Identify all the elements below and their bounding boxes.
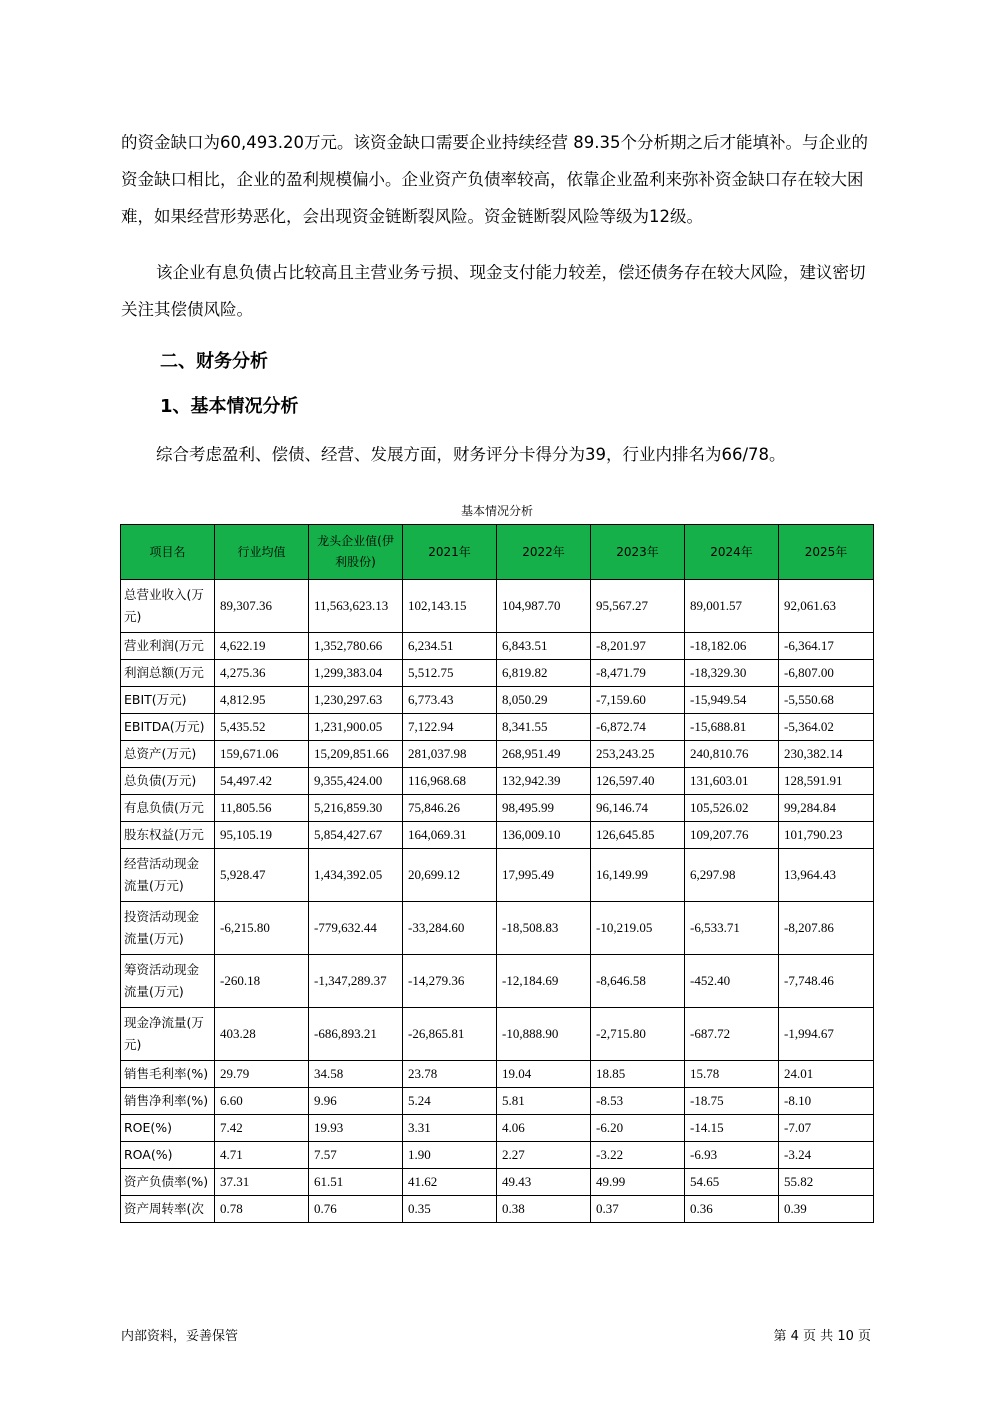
- table-cell: 5.81: [497, 1088, 591, 1115]
- table-cell: -6.20: [591, 1115, 685, 1142]
- footer-page-number: 第 4 页 共 10 页: [773, 1329, 871, 1344]
- table-row: [121, 660, 874, 687]
- table-cell: 5,216,859.30: [309, 795, 403, 822]
- table-cell: 7.42: [215, 1115, 309, 1142]
- table-cell: -6.93: [685, 1142, 779, 1169]
- table-cell: 126,597.40: [591, 768, 685, 795]
- table-row: [121, 580, 874, 633]
- table-cell: 41.62: [403, 1169, 497, 1196]
- column-header: 2021年: [403, 525, 497, 580]
- column-header: 2023年: [591, 525, 685, 580]
- table-cell: -686,893.21: [309, 1008, 403, 1061]
- table-cell: 19.04: [497, 1061, 591, 1088]
- table-cell: -18,182.06: [685, 633, 779, 660]
- table-cell: -7,159.60: [591, 687, 685, 714]
- table-cell: -14,279.36: [403, 955, 497, 1008]
- table-cell: -6,807.00: [779, 660, 874, 687]
- table-cell: 6.60: [215, 1088, 309, 1115]
- paragraph-debt-risk: 该企业有息负债占比较高且主营业务亏损、现金支付能力较差，偿还债务存在较大风险，建议密切关注其偿债风险。: [121, 263, 866, 319]
- table-cell: 240,810.76: [685, 741, 779, 768]
- table-cell: 281,037.98: [403, 741, 497, 768]
- row-label: 总营业收入(万元): [121, 580, 215, 633]
- table-row: [121, 1088, 874, 1115]
- table-cell: 13,964.43: [779, 849, 874, 902]
- column-header: 龙头企业值(伊利股份): [309, 525, 403, 580]
- table-cell: -3.24: [779, 1142, 874, 1169]
- table-cell: 4.71: [215, 1142, 309, 1169]
- row-label: EBITDA(万元): [121, 714, 215, 741]
- row-label: EBIT(万元): [121, 687, 215, 714]
- table-cell: -18,508.83: [497, 902, 591, 955]
- table-cell: 6,819.82: [497, 660, 591, 687]
- row-label: 销售毛利率(%): [121, 1061, 215, 1088]
- table-cell: -6,215.80: [215, 902, 309, 955]
- table-cell: 99,284.84: [779, 795, 874, 822]
- table-cell: 16,149.99: [591, 849, 685, 902]
- table-row: [121, 1061, 874, 1088]
- table-body: [121, 580, 874, 1223]
- column-header: 行业均值: [215, 525, 309, 580]
- table-cell: -8,201.97: [591, 633, 685, 660]
- table-cell: 5,512.75: [403, 660, 497, 687]
- table-cell: -5,364.02: [779, 714, 874, 741]
- table-row: [121, 687, 874, 714]
- table-cell: 6,297.98: [685, 849, 779, 902]
- table-cell: -8,471.79: [591, 660, 685, 687]
- table-cell: 136,009.10: [497, 822, 591, 849]
- table-cell: -8.10: [779, 1088, 874, 1115]
- table-cell: 0.38: [497, 1196, 591, 1223]
- table-cell: -6,872.74: [591, 714, 685, 741]
- row-label: 总负债(万元): [121, 768, 215, 795]
- table-cell: 89,307.36: [215, 580, 309, 633]
- table-cell: 17,995.49: [497, 849, 591, 902]
- table-header-row: [121, 525, 874, 580]
- table-row: [121, 741, 874, 768]
- row-label: 投资活动现金流量(万元): [121, 902, 215, 955]
- table-cell: 4,275.36: [215, 660, 309, 687]
- row-label: 资产周转率(次: [121, 1196, 215, 1223]
- subsection-heading: 1、基本情况分析: [160, 396, 299, 417]
- table-cell: 0.78: [215, 1196, 309, 1223]
- row-label: ROA(%): [121, 1142, 215, 1169]
- table-cell: 89,001.57: [685, 580, 779, 633]
- table-cell: -5,550.68: [779, 687, 874, 714]
- table-cell: 49.99: [591, 1169, 685, 1196]
- row-label: 有息负债(万元: [121, 795, 215, 822]
- row-label: 营业利润(万元: [121, 633, 215, 660]
- table-cell: 92,061.63: [779, 580, 874, 633]
- table-cell: 104,987.70: [497, 580, 591, 633]
- table-cell: 7,122.94: [403, 714, 497, 741]
- table-cell: -8,207.86: [779, 902, 874, 955]
- table-cell: -15,949.54: [685, 687, 779, 714]
- table-cell: 23.78: [403, 1061, 497, 1088]
- table-cell: -2,715.80: [591, 1008, 685, 1061]
- table-cell: 8,341.55: [497, 714, 591, 741]
- table-row: [121, 1115, 874, 1142]
- table-cell: 5.24: [403, 1088, 497, 1115]
- table-cell: 6,773.43: [403, 687, 497, 714]
- row-label: 现金净流量(万元): [121, 1008, 215, 1061]
- table-cell: 0.76: [309, 1196, 403, 1223]
- table-cell: 20,699.12: [403, 849, 497, 902]
- table-row: [121, 768, 874, 795]
- table-cell: -15,688.81: [685, 714, 779, 741]
- table-row: [121, 714, 874, 741]
- table-cell: -12,184.69: [497, 955, 591, 1008]
- row-label: 资产负债率(%): [121, 1169, 215, 1196]
- footer-confidential: 内部资料，妥善保管: [121, 1329, 239, 1344]
- table-cell: 1.90: [403, 1142, 497, 1169]
- row-label: 销售净利率(%): [121, 1088, 215, 1115]
- table-row: [121, 1169, 874, 1196]
- table-cell: -687.72: [685, 1008, 779, 1061]
- table-cell: 116,968.68: [403, 768, 497, 795]
- table-cell: 3.31: [403, 1115, 497, 1142]
- basic-analysis-table: [120, 524, 874, 1223]
- table-cell: 98,495.99: [497, 795, 591, 822]
- table-cell: 1,352,780.66: [309, 633, 403, 660]
- table-caption: 基本情况分析: [460, 504, 533, 518]
- table-cell: -260.18: [215, 955, 309, 1008]
- table-cell: 4.06: [497, 1115, 591, 1142]
- table-row: [121, 1142, 874, 1169]
- table-row: [121, 849, 874, 902]
- paragraph-funding-gap: 的资金缺口为60,493.20万元。该资金缺口需要企业持续经营 89.35个分析期之后才能填补。与企业的资金缺口相比，企业的盈利规模偏小。企业资产负债率较高，依靠企业盈利来弥补资金缺口存在较大困难，如果经营形势恶化，会出现资金链断裂风险。资金链断裂风险等级为12级。: [121, 133, 868, 226]
- table-cell: 5,928.47: [215, 849, 309, 902]
- row-label: ROE(%): [121, 1115, 215, 1142]
- table-cell: 24.01: [779, 1061, 874, 1088]
- table-cell: 11,563,623.13: [309, 580, 403, 633]
- table-cell: 5,854,427.67: [309, 822, 403, 849]
- table-cell: 159,671.06: [215, 741, 309, 768]
- table-cell: -8,646.58: [591, 955, 685, 1008]
- table-cell: 6,234.51: [403, 633, 497, 660]
- table-cell: 5,435.52: [215, 714, 309, 741]
- row-label: 筹资活动现金流量(万元): [121, 955, 215, 1008]
- table-cell: 34.58: [309, 1061, 403, 1088]
- table-cell: -10,219.05: [591, 902, 685, 955]
- column-header: 项目名: [121, 525, 215, 580]
- table-cell: 95,105.19: [215, 822, 309, 849]
- table-cell: 18.85: [591, 1061, 685, 1088]
- table-cell: 0.39: [779, 1196, 874, 1223]
- table-cell: 95,567.27: [591, 580, 685, 633]
- table-cell: -3.22: [591, 1142, 685, 1169]
- table-cell: 1,299,383.04: [309, 660, 403, 687]
- table-cell: 4,622.19: [215, 633, 309, 660]
- table-cell: -1,347,289.37: [309, 955, 403, 1008]
- table-cell: 0.37: [591, 1196, 685, 1223]
- table-cell: 15.78: [685, 1061, 779, 1088]
- table-cell: -1,994.67: [779, 1008, 874, 1061]
- table-row: [121, 955, 874, 1008]
- table-cell: 128,591.91: [779, 768, 874, 795]
- table-row: [121, 822, 874, 849]
- table-cell: 7.57: [309, 1142, 403, 1169]
- table-cell: 55.82: [779, 1169, 874, 1196]
- table-row: [121, 633, 874, 660]
- table-cell: 132,942.39: [497, 768, 591, 795]
- table-cell: -779,632.44: [309, 902, 403, 955]
- table-cell: -10,888.90: [497, 1008, 591, 1061]
- table-row: [121, 1196, 874, 1223]
- table-cell: 253,243.25: [591, 741, 685, 768]
- paragraph-score: 综合考虑盈利、偿债、经营、发展方面，财务评分卡得分为39，行业内排名为66/78。: [156, 445, 786, 464]
- table-cell: 102,143.15: [403, 580, 497, 633]
- column-header: 2024年: [685, 525, 779, 580]
- table-cell: 105,526.02: [685, 795, 779, 822]
- table-cell: 2.27: [497, 1142, 591, 1169]
- table-cell: 96,146.74: [591, 795, 685, 822]
- table-row: [121, 902, 874, 955]
- row-label: 经营活动现金流量(万元): [121, 849, 215, 902]
- table-row: [121, 1008, 874, 1061]
- column-header: 2022年: [497, 525, 591, 580]
- table-cell: 1,231,900.05: [309, 714, 403, 741]
- table-cell: -14.15: [685, 1115, 779, 1142]
- table-cell: -452.40: [685, 955, 779, 1008]
- table-cell: 9,355,424.00: [309, 768, 403, 795]
- table-row: [121, 795, 874, 822]
- table-cell: -6,364.17: [779, 633, 874, 660]
- table-cell: 0.35: [403, 1196, 497, 1223]
- table-cell: 11,805.56: [215, 795, 309, 822]
- table-cell: 4,812.95: [215, 687, 309, 714]
- table-cell: 230,382.14: [779, 741, 874, 768]
- table-cell: 131,603.01: [685, 768, 779, 795]
- table-cell: 37.31: [215, 1169, 309, 1196]
- table-cell: 109,207.76: [685, 822, 779, 849]
- row-label: 利润总额(万元: [121, 660, 215, 687]
- table-cell: 101,790.23: [779, 822, 874, 849]
- table-cell: 54,497.42: [215, 768, 309, 795]
- table-cell: -18.75: [685, 1088, 779, 1115]
- table-cell: 19.93: [309, 1115, 403, 1142]
- table-cell: -7.07: [779, 1115, 874, 1142]
- table-cell: 403.28: [215, 1008, 309, 1061]
- table-cell: 8,050.29: [497, 687, 591, 714]
- table-cell: 29.79: [215, 1061, 309, 1088]
- table-cell: 15,209,851.66: [309, 741, 403, 768]
- table-cell: 1,434,392.05: [309, 849, 403, 902]
- table-cell: 164,069.31: [403, 822, 497, 849]
- section-heading: 二、财务分析: [160, 351, 268, 372]
- table-cell: -8.53: [591, 1088, 685, 1115]
- table-cell: 9.96: [309, 1088, 403, 1115]
- table-cell: 0.36: [685, 1196, 779, 1223]
- table-cell: 1,230,297.63: [309, 687, 403, 714]
- table-cell: 61.51: [309, 1169, 403, 1196]
- table-cell: 49.43: [497, 1169, 591, 1196]
- table-cell: -18,329.30: [685, 660, 779, 687]
- table-cell: -6,533.71: [685, 902, 779, 955]
- table-cell: 54.65: [685, 1169, 779, 1196]
- table-cell: 75,846.26: [403, 795, 497, 822]
- table-cell: -7,748.46: [779, 955, 874, 1008]
- table-cell: -26,865.81: [403, 1008, 497, 1061]
- row-label: 股东权益(万元: [121, 822, 215, 849]
- table-cell: 126,645.85: [591, 822, 685, 849]
- table-cell: 268,951.49: [497, 741, 591, 768]
- column-header: 2025年: [779, 525, 874, 580]
- table-cell: 6,843.51: [497, 633, 591, 660]
- table-cell: -33,284.60: [403, 902, 497, 955]
- row-label: 总资产(万元): [121, 741, 215, 768]
